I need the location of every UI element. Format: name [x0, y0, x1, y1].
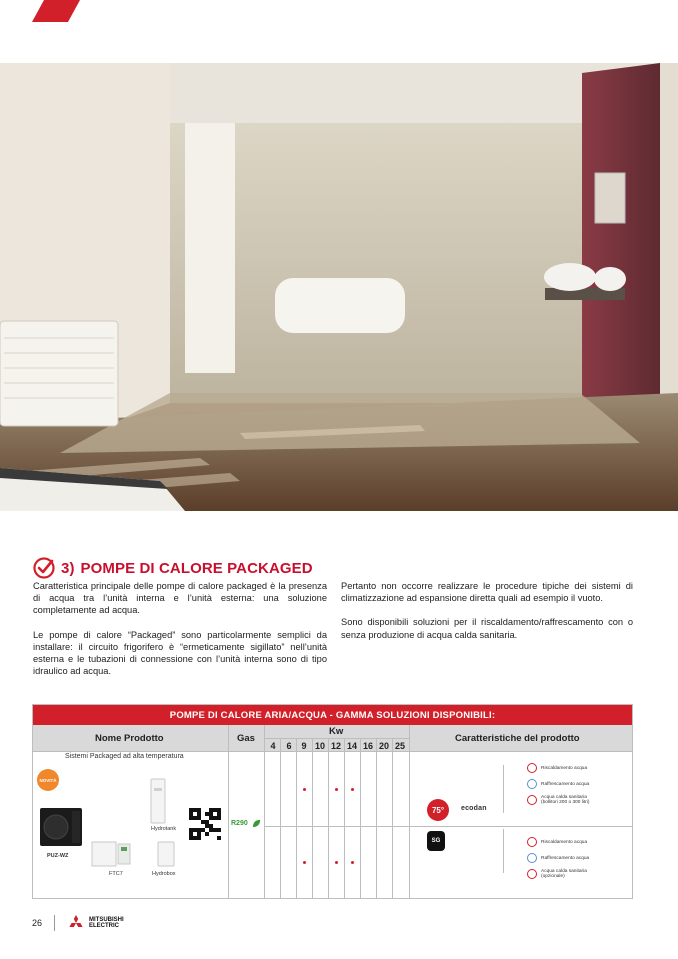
feature-heating: Riscaldamento acqua [527, 763, 587, 773]
footer-separator [54, 915, 55, 931]
hero-bathroom-photo [0, 63, 678, 511]
corner-accent-mark [30, 0, 80, 22]
product-label-hydrotank: Hydrotank [151, 826, 177, 832]
table-banner: POMPE DI CALORE ARIA/ACQUA - GAMMA SOLUZIONI DISPONIBILI: [33, 705, 632, 725]
product-category-subtitle: Sistemi Packaged ad alta temperatura [65, 753, 184, 760]
features-divider [503, 829, 504, 873]
header-bottom-border [33, 751, 632, 752]
row-divider [264, 826, 632, 827]
hydrobox-image [157, 841, 175, 867]
kw-header-divider [264, 738, 409, 739]
new-badge: NOVITÀ [37, 769, 59, 791]
product-range-table [32, 704, 633, 899]
availability-dot-12kw [335, 788, 338, 791]
availability-dot-9kw [303, 861, 306, 864]
kw-header-cell: 6 [286, 741, 292, 751]
body-paragraph: Pertanto non occorre realizzare le procedure tipiche dei sistemi di climatizzazione ad espansione diretta quali ad esempio il vuoto. [341, 581, 633, 604]
feature-heating: Riscaldamento acqua [527, 837, 587, 847]
heating-water-icon [527, 763, 537, 773]
kw-column-divider [376, 738, 377, 898]
ecodan-logo: ecodan [461, 805, 487, 812]
availability-dot-14kw [351, 861, 354, 864]
body-column-right [341, 580, 633, 653]
kw-column-divider [360, 738, 361, 898]
three-diamonds-icon [67, 915, 85, 931]
kw-header-cell: 25 [394, 741, 405, 751]
kw-header-cell: 4 [270, 741, 276, 751]
body-column-left [33, 580, 327, 689]
kw-header-cell: 10 [314, 741, 325, 751]
heating-water-icon [527, 837, 537, 847]
hydrotank-image [150, 778, 166, 824]
kw-header-cell: 9 [301, 741, 307, 751]
gas-r290-label: R290 [231, 820, 248, 827]
kw-header-cell: 12 [330, 741, 341, 751]
kw-column-divider [296, 738, 297, 898]
page-footer [32, 915, 124, 931]
header-kw: Kw [329, 726, 344, 737]
kw-column-divider [344, 738, 345, 898]
kw-column-divider [280, 738, 281, 898]
hot-water-icon [527, 869, 537, 879]
cooling-water-icon [527, 779, 537, 789]
product-label-hydrobox: Hydrobox [152, 871, 176, 877]
availability-dot-14kw [351, 788, 354, 791]
product-label-ftc7: FTC7 [109, 871, 123, 877]
section-heading [33, 557, 313, 579]
kw-column-divider [312, 738, 313, 898]
ftc7-controller-image [91, 841, 131, 867]
hot-water-icon [527, 795, 537, 805]
product-label-puz-wz: PUZ-WZ [47, 853, 69, 859]
feature-dhw: Acqua calda sanitaria (opzionale) [527, 869, 587, 879]
sg-ready-badge: SG [427, 831, 445, 851]
qr-code-image [189, 808, 221, 840]
header-features: Caratteristiche del prodotto [455, 733, 580, 744]
leaf-icon [252, 819, 261, 828]
body-paragraph: Caratteristica principale delle pompe di calore packaged è la presenza di acqua tra l’unità interna e l’unità esterna: una soluzione completamente ad acqua. [33, 581, 327, 616]
body-paragraph: Sono disponibili soluzioni per il riscaldamento/raffrescamento con o senza produzione di acqua calda sanitaria. [341, 617, 633, 640]
availability-dot-12kw [335, 861, 338, 864]
kw-column-divider [392, 738, 393, 898]
check-circle-icon [33, 557, 55, 579]
mitsubishi-electric-logo: MITSUBISHI ELECTRIC [67, 915, 124, 931]
kw-header-cell: 14 [346, 741, 357, 751]
feature-cooling: Raffrescamento acqua [527, 853, 589, 863]
availability-dot-9kw [303, 788, 306, 791]
features-divider [503, 765, 504, 813]
kw-header-cell: 16 [362, 741, 373, 751]
body-paragraph: Le pompe di calore “Packaged” sono particolarmente semplici da installare: il circuito frigorifero è “ermeticamente sigillato” nell’unità esterna e le tubazioni di connessione con l’unità interna sono di tipo idraulico ad acqua. [33, 629, 327, 677]
cooling-water-icon [527, 853, 537, 863]
kw-header-cell: 20 [378, 741, 389, 751]
temperature-75-badge: 75° [427, 799, 449, 821]
header-gas: Gas [237, 733, 255, 744]
feature-cooling: Raffrescamento acqua [527, 779, 589, 789]
header-product-name: Nome Prodotto [95, 733, 164, 744]
kw-column-divider [328, 738, 329, 898]
outdoor-unit-image [39, 807, 83, 847]
section-title: POMPE DI CALORE PACKAGED [80, 559, 313, 577]
section-number: 3) [61, 559, 75, 577]
feature-dhw: Acqua calda sanitaria (bollitori 200 o 300 litri) [527, 795, 590, 805]
page-number: 26 [32, 918, 43, 928]
